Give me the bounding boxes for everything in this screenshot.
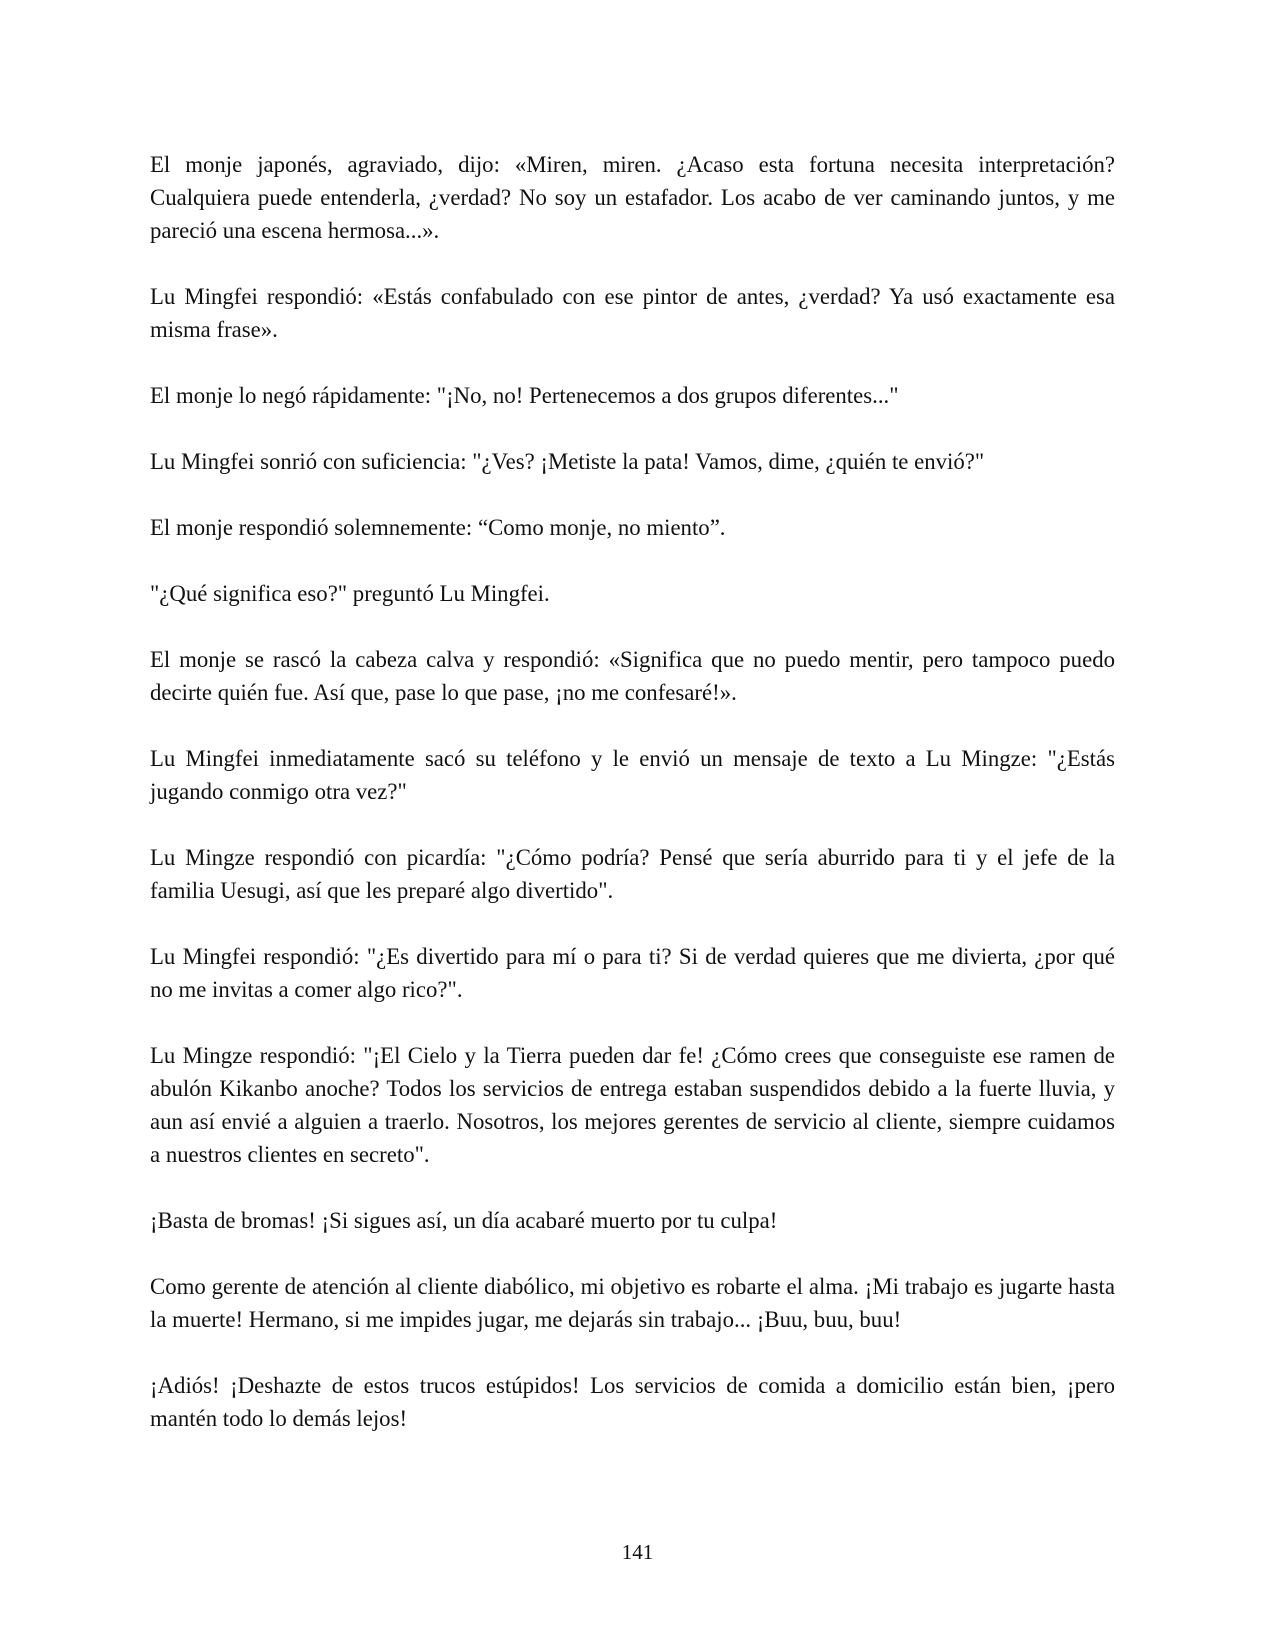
paragraph: Como gerente de atención al cliente diabólico, mi objetivo es robarte el alma. ¡Mi trabajo es jugarte hasta la muerte! Hermano, si me impides jugar, me dejarás sin trabajo... ¡Buu, buu, buu! <box>150 1274 1115 1332</box>
page-number: 141 <box>621 1540 654 1564</box>
paragraph: Lu Mingze respondió con picardía: "¿Cómo podría? Pensé que sería aburrido para ti y el jefe de la familia Uesugi, así que les preparé algo divertido". <box>150 845 1115 903</box>
paragraph: ¡Basta de bromas! ¡Si sigues así, un día acabaré muerto por tu culpa! <box>150 1208 778 1233</box>
paragraph: Lu Mingfei inmediatamente sacó su teléfono y le envió un mensaje de texto a Lu Mingze: "¿Estás jugando conmigo otra vez?" <box>150 746 1115 804</box>
paragraph: Lu Mingfei respondió: «Estás confabulado con ese pintor de antes, ¿verdad? Ya usó exactamente esa misma frase». <box>150 284 1115 342</box>
paragraph: "¿Qué significa eso?" preguntó Lu Mingfei. <box>150 581 550 606</box>
body-text <box>150 148 1115 1468</box>
paragraph: El monje japonés, agraviado, dijo: «Miren, miren. ¿Acaso esta fortuna necesita interpretación? Cualquiera puede entenderla, ¿verdad? No soy un estafador. Los acabo de ver caminando juntos, y me pareció una escena hermosa...». <box>150 152 1115 243</box>
paragraph: El monje respondió solemnemente: “Como monje, no miento”. <box>150 515 726 540</box>
paragraph: El monje lo negó rápidamente: "¡No, no! Pertenecemos a dos grupos diferentes..." <box>150 383 899 408</box>
paragraph: ¡Adiós! ¡Deshazte de estos trucos estúpidos! Los servicios de comida a domicilio están bien, ¡pero mantén todo lo demás lejos! <box>150 1373 1115 1431</box>
paragraph: El monje se rascó la cabeza calva y respondió: «Significa que no puedo mentir, pero tampoco puedo decirte quién fue. Así que, pase lo que pase, ¡no me confesaré!». <box>150 647 1115 705</box>
paragraph: Lu Mingze respondió: "¡El Cielo y la Tierra pueden dar fe! ¿Cómo crees que conseguiste ese ramen de abulón Kikanbo anoche? Todos los servicios de entrega estaban suspendidos debido a la fuerte lluvia, y aun así envié a alguien a traerlo. Nosotros, los mejores gerentes de servicio al cliente, siempre cuidamos a nuestros clientes en secreto". <box>150 1043 1115 1167</box>
paragraph: Lu Mingfei sonrió con suficiencia: "¿Ves? ¡Metiste la pata! Vamos, dime, ¿quién te envió?" <box>150 449 985 474</box>
paragraph: Lu Mingfei respondió: "¿Es divertido para mí o para ti? Si de verdad quieres que me divierta, ¿por qué no me invitas a comer algo rico?". <box>150 944 1115 1002</box>
